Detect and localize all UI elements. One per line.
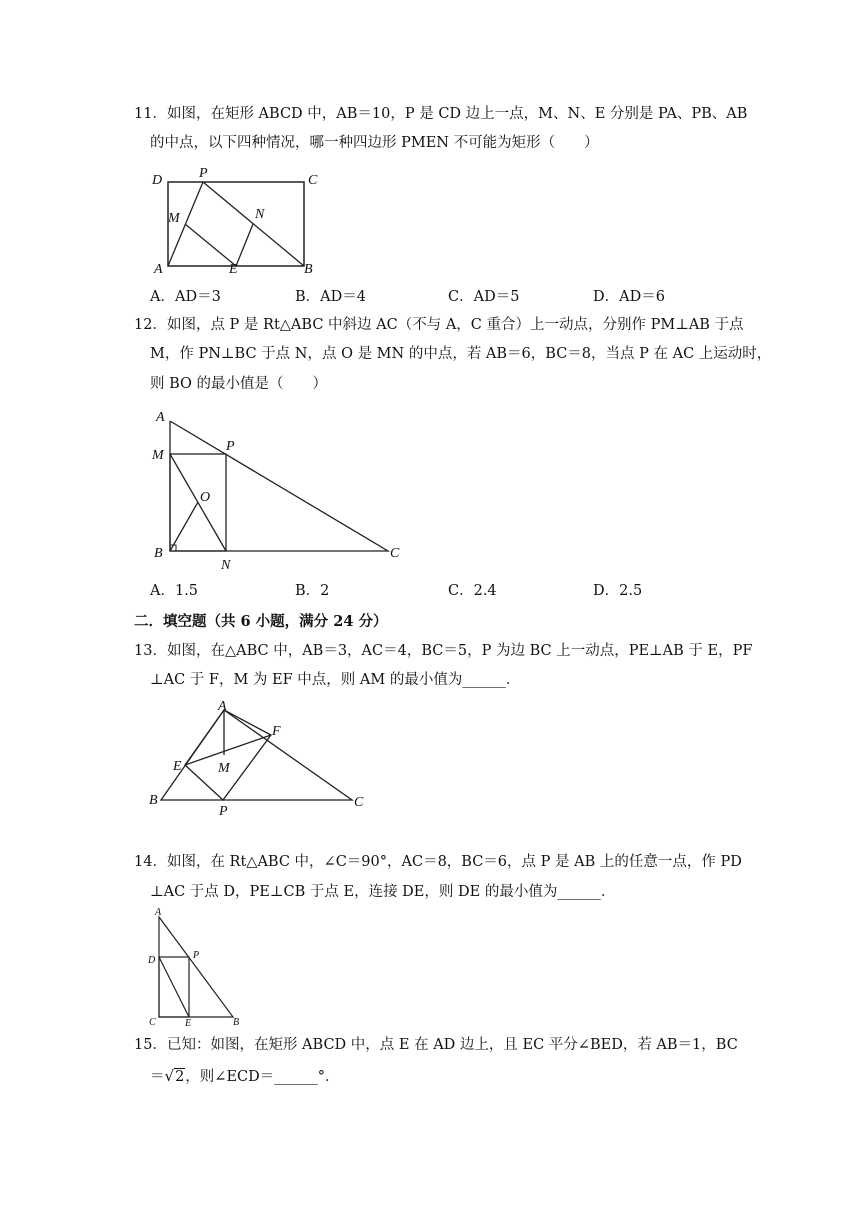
q15-equals: ＝ (150, 1069, 165, 1085)
q14-label-d: D (148, 955, 156, 966)
q12-text-line1: 12．如图，点 P 是 Rt△ABC 中斜边 AC（不与 A，C 重合）上一动点，分别作 PM⊥AB 于点 (134, 317, 744, 333)
q11-option-a: A．AD＝3 (150, 289, 221, 305)
q14-figure (145, 905, 255, 1027)
q14-text-line1: 14．如图，在 Rt△ABC 中，∠C＝90°，AC＝8，BC＝6，点 P 是 AB 上的任意一点，作 PD (134, 854, 742, 870)
q11-text-line1: 11．如图，在矩形 ABCD 中，AB＝10，P 是 CD 边上一点，M、N、E 分别是 PA、PB、AB (134, 106, 748, 122)
q11-option-c: C．AD＝5 (448, 289, 520, 305)
q12-label-n: N (221, 558, 231, 573)
q12-triangle-abc (170, 421, 388, 551)
q14-triangle-abc (159, 917, 233, 1017)
q13-label-c: C (354, 795, 364, 810)
q13-figure (145, 698, 375, 820)
q11-text-line2: 的中点，以下四种情况，哪一种四边形 PMEN 不可能为矩形（ ） (150, 135, 599, 151)
q14-label-e: E (185, 1018, 192, 1029)
q11-seg-me (185, 224, 236, 266)
q12-label-c: C (390, 546, 400, 561)
q11-seg-pb (203, 182, 304, 266)
q12-option-d: D．2.5 (593, 583, 643, 599)
q14-label-a: A (155, 907, 162, 918)
q11-label-a: A (154, 262, 163, 277)
q13-text-line1: 13．如图，在△ABC 中，AB＝3，AC＝4，BC＝5，P 为边 BC 上一动点，PE⊥AB 于 E，PF (134, 643, 753, 659)
q11-label-n: N (255, 207, 265, 222)
q11-label-p: P (199, 166, 208, 181)
q12-label-b: B (154, 546, 163, 561)
q11-option-d: D．AD＝6 (593, 289, 665, 305)
q15-line2-rest: ，则∠ECD＝______°． (185, 1069, 340, 1085)
q12-seg-bo (170, 502, 198, 551)
q12-option-a: A．1.5 (150, 583, 199, 599)
q11-label-c: C (308, 173, 318, 188)
q12-text-line3: 则 BO 的最小值是（ ） (150, 376, 328, 392)
q12-option-b: B．2 (295, 583, 330, 599)
q13-label-a: A (218, 699, 227, 714)
q11-label-d: D (152, 173, 163, 188)
q14-seg-de (159, 957, 189, 1017)
q12-text-line2: M，作 PN⊥BC 于点 N，点 O 是 MN 的中点，若 AB＝6，BC＝8，当点 P 在 AC 上运动时， (150, 346, 772, 362)
q13-rect-aepf (185, 710, 271, 800)
q12-label-o: O (200, 490, 211, 505)
q15-text-line1: 15．已知：如图，在矩形 ABCD 中，点 E 在 AD 边上，且 EC 平分∠BED，若 AB＝1，BC (134, 1037, 738, 1053)
q11-label-m: M (168, 211, 180, 226)
q13-label-b: B (149, 793, 158, 808)
q14-label-p: P (193, 950, 200, 961)
q13-text-line2: ⊥AC 于 F，M 为 EF 中点，则 AM 的最小值为______． (150, 672, 521, 688)
q12-option-c: C．2.4 (448, 583, 497, 599)
sqrt-symbol: √ (164, 1067, 175, 1085)
q11-option-b: B．AD＝4 (295, 289, 366, 305)
q12-label-a: A (156, 410, 165, 425)
q14-label-b: B (233, 1017, 240, 1028)
q11-figure (148, 162, 338, 280)
q12-figure (148, 405, 408, 573)
q13-label-m: M (218, 761, 230, 776)
q11-seg-ne (236, 224, 253, 266)
q13-label-e: E (173, 759, 182, 774)
q15-sqrt-radicand: 2 (175, 1069, 185, 1085)
q11-rect-abcd (168, 182, 304, 266)
q13-label-f: F (272, 724, 281, 739)
q15-text-line2 (150, 1066, 340, 1087)
q14-text-line2: ⊥AC 于点 D，PE⊥CB 于点 E，连接 DE，则 DE 的最小值为______． (150, 884, 616, 900)
q12-label-p: P (226, 439, 235, 454)
q11-label-e: E (229, 262, 238, 277)
q12-label-m: M (152, 448, 164, 463)
section-heading-fill-in: 二．填空题（共 6 小题，满分 24 分） (134, 613, 388, 630)
q13-label-p: P (219, 804, 228, 819)
q14-label-c: C (149, 1017, 156, 1028)
q11-label-b: B (304, 262, 313, 277)
